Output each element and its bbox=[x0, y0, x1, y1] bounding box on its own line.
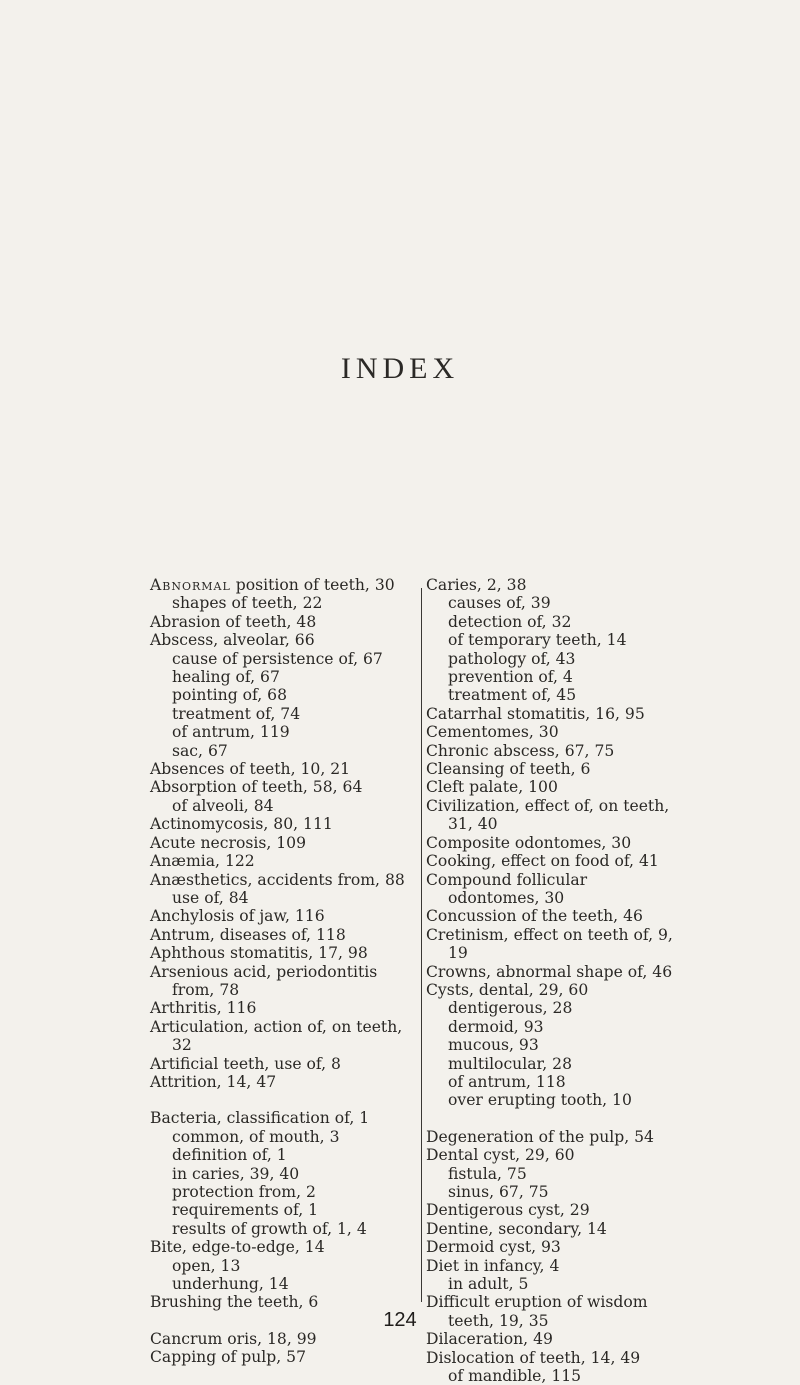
index-subentry: treatment of, 74 bbox=[172, 704, 301, 723]
index-entry: Civilization, effect of, on teeth, 31, 40 bbox=[426, 796, 670, 834]
index-entry: Aphthous stomatitis, 17, 98 bbox=[150, 944, 368, 963]
index-entry: Dentigerous cyst, 29 bbox=[426, 1201, 590, 1220]
index-entry: Cretinism, effect on teeth of, 9, 19 bbox=[426, 925, 673, 963]
index-entry: Acute necrosis, 109 bbox=[150, 833, 307, 852]
index-subentry: over erupting tooth, 10 bbox=[448, 1091, 632, 1110]
index-entry: Anæmia, 122 bbox=[150, 852, 255, 871]
index-subentry: pathology of, 43 bbox=[448, 649, 576, 668]
index-subentry: results of growth of, 1, 4 bbox=[172, 1219, 367, 1238]
index-entry: Dentine, secondary, 14 bbox=[426, 1219, 607, 1238]
index-entry: Arsenious acid, periodontitis from, 78 bbox=[150, 962, 378, 999]
index-subentry: dentigerous, 28 bbox=[448, 999, 573, 1018]
index-subentry: multilocular, 28 bbox=[448, 1054, 573, 1073]
index-entry: Actinomycosis, 80, 111 bbox=[150, 815, 333, 834]
column-divider bbox=[421, 588, 422, 1302]
index-entry: Difficult eruption of wisdom teeth, 19, 35 bbox=[426, 1293, 648, 1330]
page-number: 124 bbox=[383, 1309, 417, 1331]
index-entry: Bacteria, classification of, 1 bbox=[150, 1109, 370, 1128]
index-entry: Dental cyst, 29, 60 bbox=[426, 1146, 575, 1165]
index-subentry: of mandible, 115 bbox=[448, 1367, 582, 1385]
index-subentry: protection from, 2 bbox=[172, 1183, 316, 1201]
index-entry: Compound follicular odontomes, 30 bbox=[426, 870, 588, 907]
index-entry: Arthritis, 116 bbox=[150, 999, 257, 1018]
index-subentry: sac, 67 bbox=[172, 741, 228, 760]
index-subentry: of antrum, 118 bbox=[448, 1072, 566, 1091]
index-entry: Attrition, 14, 47 bbox=[150, 1072, 277, 1091]
index-entry: Abscess, alveolar, 66 bbox=[150, 631, 315, 650]
entry-lead-word: Abnormal bbox=[150, 576, 231, 594]
index-entry: Capping of pulp, 57 bbox=[150, 1348, 307, 1367]
index-entry: Absorption of teeth, 58, 64 bbox=[150, 778, 363, 797]
index-entry: Caries, 2, 38 bbox=[426, 576, 527, 594]
index-subentry: common, of mouth, 3 bbox=[172, 1127, 340, 1146]
index-subentry: underhung, 14 bbox=[172, 1275, 289, 1294]
index-entry: Cysts, dental, 29, 60 bbox=[426, 980, 589, 999]
index-entry: Anchylosis of jaw, 116 bbox=[150, 907, 325, 926]
index-entry: Articulation, action of, on teeth, 32 bbox=[150, 1017, 403, 1055]
index-subentry: definition of, 1 bbox=[172, 1146, 287, 1165]
index-subentry: requirements of, 1 bbox=[172, 1201, 319, 1220]
index-column-left bbox=[150, 576, 416, 1367]
index-subentry: dermoid, 93 bbox=[448, 1017, 544, 1036]
index-entry: Anæsthetics, accidents from, 88 bbox=[150, 870, 405, 889]
index-subentry: causes of, 39 bbox=[448, 594, 551, 613]
index-subentry: in adult, 5 bbox=[448, 1275, 529, 1294]
index-subentry: mucous, 93 bbox=[448, 1036, 539, 1055]
index-entry: Cleft palate, 100 bbox=[426, 778, 558, 797]
index-entry: Chronic abscess, 67, 75 bbox=[426, 741, 615, 760]
section-gap bbox=[150, 1091, 416, 1109]
index-entry: Cooking, effect on food of, 41 bbox=[426, 852, 659, 871]
index-subentry: healing of, 67 bbox=[172, 668, 280, 687]
index-entry: Composite odontomes, 30 bbox=[426, 833, 632, 852]
index-subentry: detection of, 32 bbox=[448, 612, 572, 631]
index-entry: Absences of teeth, 10, 21 bbox=[150, 760, 351, 779]
index-subentry: pointing of, 68 bbox=[172, 686, 287, 705]
index-subentry: use of, 84 bbox=[172, 888, 249, 907]
index-subentry: treatment of, 45 bbox=[448, 686, 577, 705]
index-subentry: of alveoli, 84 bbox=[172, 796, 274, 815]
index-entry: Bite, edge-to-edge, 14 bbox=[150, 1238, 325, 1257]
index-subentry: sinus, 67, 75 bbox=[448, 1183, 549, 1201]
index-subentry: fistula, 75 bbox=[448, 1164, 527, 1183]
page-title: INDEX bbox=[340, 352, 460, 385]
index-subentry: open, 13 bbox=[172, 1256, 241, 1275]
index-entry: Artificial teeth, use of, 8 bbox=[150, 1054, 341, 1073]
index-entry: Brushing the teeth, 6 bbox=[150, 1293, 319, 1312]
index-subentry: of antrum, 119 bbox=[172, 723, 290, 742]
index-subentry: of temporary teeth, 14 bbox=[448, 631, 627, 650]
index-entry: Antrum, diseases of, 118 bbox=[150, 925, 346, 944]
index-entry: Cementomes, 30 bbox=[426, 723, 559, 742]
index-entry: Abrasion of teeth, 48 bbox=[150, 612, 317, 631]
index-entry: Dislocation of teeth, 14, 49 bbox=[426, 1348, 641, 1367]
index-subentry: in caries, 39, 40 bbox=[172, 1164, 300, 1183]
index-column-right bbox=[426, 576, 676, 1385]
index-entry: Concussion of the teeth, 46 bbox=[426, 907, 643, 926]
index-entry: Abnormal position of teeth, 30 bbox=[150, 576, 395, 594]
index-entry: Cleansing of teeth, 6 bbox=[426, 760, 591, 779]
index-entry: Crowns, abnormal shape of, 46 bbox=[426, 962, 673, 981]
index-subentry: shapes of teeth, 22 bbox=[172, 594, 323, 613]
section-gap bbox=[426, 1110, 676, 1128]
index-entry: Degeneration of the pulp, 54 bbox=[426, 1127, 654, 1146]
index-entry: Dermoid cyst, 93 bbox=[426, 1238, 561, 1257]
index-subentry: prevention of, 4 bbox=[448, 668, 573, 687]
index-entry: Diet in infancy, 4 bbox=[426, 1256, 560, 1275]
index-subentry: cause of persistence of, 67 bbox=[172, 649, 383, 668]
index-entry: Cancrum oris, 18, 99 bbox=[150, 1329, 317, 1348]
index-entry: Catarrhal stomatitis, 16, 95 bbox=[426, 704, 645, 723]
index-entry: Dilaceration, 49 bbox=[426, 1330, 553, 1349]
